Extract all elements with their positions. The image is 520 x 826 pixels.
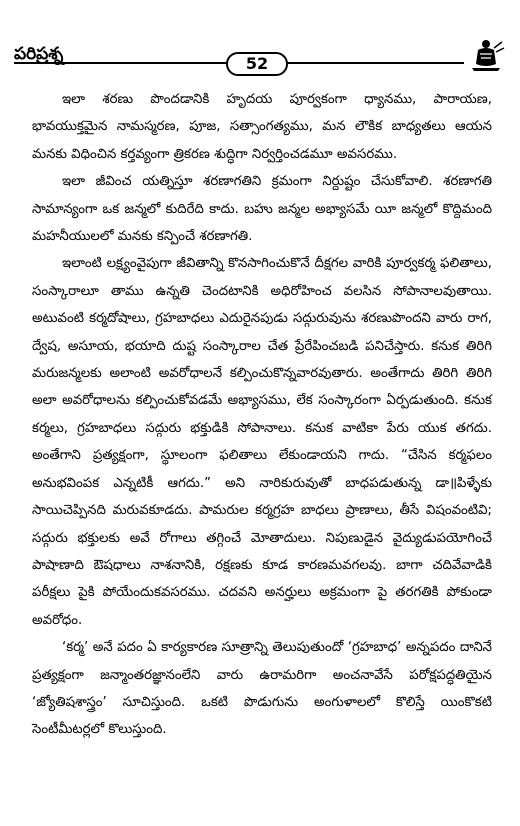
- running-title: పరిప్రశ్న: [14, 44, 64, 64]
- page-header: [0, 0, 520, 73]
- paragraph-1: ఇలా శరణు పొందడానికి హృదయ పూర్వకంగా ధ్యానము, పారాయణ, భావయుక్తమైన నామస్మరణ, పూజ, సత్సాంగత్యము, మన లౌకిక బాధ్యతలు ఆయన మనకు విధించిన కర్తవ్యంగా త్రికరణ శుద్ధిగా నిర్వర్తించడమూ అవసరము.: [32, 92, 492, 162]
- paragraph-4: ‘కర్మ’ అనే పదం ఏ కార్యకారణ సూత్రాన్ని తెలుపుతుందో ‘గ్రహబాధ’ అన్నపదం దానినే ప్రత్యక్షంగా జన్మాంతరజ్ఞానంలేని వారు ఉరామరిగా అంచనావేసే పరోక్షపద్ధతియైన ‘జ్యోతిషశాస్త్రం’ సూచిస్తుంది. ఒకటి పొడుగును అంగుళాలలో కొలిస్తే యింకొకటి సెంటీమీటర్లలో కొలుస్తుంది.: [32, 640, 492, 738]
- deity-emblem-icon: [466, 38, 506, 72]
- paragraph-2: ఇలా జీవించ యత్నిస్తూ శరణాగతిని క్రమంగా నిర్దుష్టం చేసుకోవాలి. శరణాగతి సామాన్యంగా ఒక జన్మలో కుదిరేది కాదు. బహు జన్మల అభ్యాసమే యీ జన్మలో కొద్దిమంది మహనీయులలో మనకు కన్పించే శరణాగతి.: [32, 174, 492, 245]
- page-number: 52: [226, 52, 288, 76]
- paragraph-3: ఇలాంటి లక్ష్యంవైపుగా జీవితాన్ని కొనసాగించుకొనే దీక్షగల వారికి పూర్వకర్మ ఫలితాలు, సంస్కారాలూ తాము ఉన్నతి చెందటానికి అధిరోహించ వలసిన సోపానాలవుతాయి. అటువంటి కర్మదోషాలు, గ్రహబాధలు ఎదురైనపుడు సద్గురువును శరణుపొందని వారు రాగ, ద్వేష, అసూయ, భయాది దుష్ట సంస్కారాల చేత ప్రేరేపించబడి పనిచేస్తారు. కనుక తిరిగి మరుజన్మలకు అలాంటి అవరోధాలనే కల్పించుకొన్నవారవుతారు. అంతేగాదు తిరిగి తిరిగి అలా అవరోధాలను కల్పించుకోవడమే అభ్యాసము, లేక సంస్కారంగా ఏర్పడుతుంది. కనుక కర్మలు, గ్రహబాధలు సద్గురు భక్తుడికి సోపానాలు. కనుక వాటికా పేరు యుక తగదు. అంతేగాని ప్రత్యక్షంగా, స్థూలంగా ఫలితాలు లేకుండాయని గాదు. “చేసిన కర్మఫలం అనుభవింపక ఎన్నటికీ ఆగదు.” అని నారికురువుతో బాధపడుతున్న డా॥పిళ్ళేకు సాయిచెప్పినది మరువకూడదు. పామరుల కర్మగ్రహ బాధలు ప్రాణాలు, తీసే విషంవంటివి; సద్గురు భక్తులకు అవే రోగాలు తగ్గించే మోతాదులు. నిపుణుడైన వైద్యుడుపయోగించే పాషాణాది ఔషధాలు నాశనానికి, రక్షణకు కూడ కారణమవగలవు. బాగా చదివేవాడికి పరీక్షలు పైకి పోయేందుకవసరము. చదవని అనర్హులు అక్రమంగా పై తరగతికి పోకుండా అవరోధం.: [32, 256, 492, 628]
- page-body: [32, 86, 492, 744]
